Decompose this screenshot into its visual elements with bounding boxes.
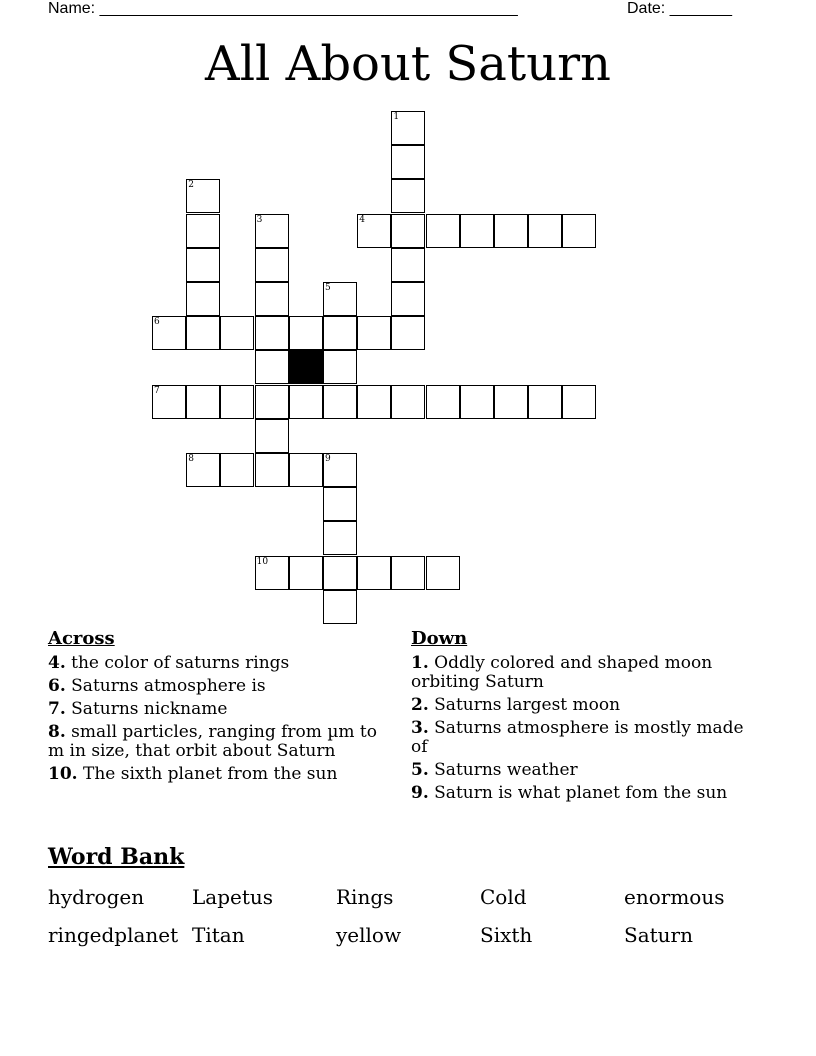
crossword-cell[interactable]: [255, 419, 289, 453]
down-clue: [411, 761, 761, 780]
crossword-cell[interactable]: [152, 385, 186, 419]
crossword-cell[interactable]: [289, 385, 323, 419]
crossword-cell[interactable]: [323, 282, 357, 316]
clue-text: small particles, ranging from µm to m in size, that orbit about Saturn: [48, 722, 377, 761]
crossword-cell[interactable]: [562, 214, 596, 248]
crossword-cell[interactable]: [255, 214, 289, 248]
clue-text: Oddly colored and shaped moon orbiting Saturn: [411, 653, 713, 692]
name-field-label: Name: _______________________________________________: [48, 0, 518, 17]
word-bank-item: enormous: [624, 885, 725, 909]
across-clue: [48, 654, 378, 673]
crossword-cell[interactable]: [255, 248, 289, 282]
crossword-cell[interactable]: [289, 453, 323, 487]
crossword-cell[interactable]: [426, 556, 460, 590]
clue-number: 4.: [48, 653, 66, 673]
word-bank-item: Titan: [192, 923, 245, 947]
crossword-cell[interactable]: [289, 556, 323, 590]
word-bank-item: yellow: [336, 923, 402, 947]
crossword-cell[interactable]: [391, 111, 425, 145]
clue-number: 10.: [48, 764, 78, 784]
clue-number: 8.: [48, 722, 66, 742]
clue-text: Saturns weather: [434, 760, 578, 780]
crossword-cell[interactable]: [220, 385, 254, 419]
crossword-cell[interactable]: [186, 385, 220, 419]
clue-text: Saturns atmosphere is: [71, 676, 266, 696]
crossword-cell[interactable]: [186, 453, 220, 487]
word-bank-item: Lapetus: [192, 885, 274, 909]
cell-number: 10: [256, 556, 269, 567]
clue-number: 2.: [411, 695, 429, 715]
cell-number: 9: [325, 454, 331, 464]
clue-text: Saturn is what planet fom the sun: [434, 783, 728, 803]
crossword-cell[interactable]: [562, 385, 596, 419]
crossword-cell[interactable]: [323, 350, 357, 384]
word-bank-item: ringedplanet: [48, 923, 179, 947]
crossword-cell[interactable]: [255, 316, 289, 350]
crossword-cell[interactable]: [391, 248, 425, 282]
crossword-cell[interactable]: [357, 316, 391, 350]
across-clues: [48, 628, 378, 788]
clue-number: 6.: [48, 676, 66, 696]
crossword-cell[interactable]: [323, 316, 357, 350]
crossword-cell[interactable]: [357, 556, 391, 590]
crossword-block: [289, 350, 323, 384]
cell-number: 6: [154, 317, 160, 328]
cell-number: 3: [256, 214, 263, 225]
clue-text: Saturns largest moon: [434, 695, 621, 715]
crossword-cell[interactable]: [255, 453, 289, 487]
across-clue: [48, 765, 378, 784]
crossword-cell[interactable]: [323, 521, 357, 555]
crossword-cell[interactable]: [255, 556, 289, 590]
crossword-cell[interactable]: [255, 350, 289, 384]
crossword-cell[interactable]: [391, 214, 425, 248]
crossword-cell[interactable]: [391, 556, 425, 590]
clue-text: Saturns atmosphere is mostly made of: [411, 718, 744, 757]
crossword-cell[interactable]: [152, 316, 186, 350]
crossword-cell[interactable]: [357, 214, 391, 248]
crossword-cell[interactable]: [323, 385, 357, 419]
cell-number: 1: [393, 112, 400, 122]
clue-number: 9.: [411, 783, 429, 803]
word-bank-item: Sixth: [480, 923, 533, 947]
crossword-cell[interactable]: [186, 248, 220, 282]
word-bank: [48, 843, 768, 949]
crossword-cell[interactable]: [323, 487, 357, 521]
across-clue: [48, 677, 378, 696]
crossword-cell[interactable]: [186, 179, 220, 213]
crossword-cell[interactable]: [494, 214, 528, 248]
crossword-cell[interactable]: [186, 316, 220, 350]
clue-number: 1.: [411, 653, 429, 673]
crossword-cell[interactable]: [186, 214, 220, 248]
page-title: All About Saturn: [205, 36, 611, 92]
across-heading: Across: [48, 628, 115, 649]
crossword-cell[interactable]: [323, 453, 357, 487]
crossword-cell[interactable]: [391, 385, 425, 419]
cell-number: 5: [325, 283, 331, 293]
down-clue: [411, 654, 761, 692]
across-clue: [48, 723, 378, 761]
word-bank-heading: Word Bank: [48, 844, 185, 870]
crossword-cell[interactable]: [460, 214, 494, 248]
down-heading: Down: [411, 628, 468, 649]
across-clue: [48, 700, 378, 719]
crossword-cell[interactable]: [220, 316, 254, 350]
down-clue: [411, 696, 761, 715]
down-clues: [411, 628, 761, 807]
word-bank-item: Saturn: [624, 923, 693, 947]
word-bank-item: Rings: [336, 885, 394, 909]
crossword-cell[interactable]: [528, 385, 562, 419]
clue-number: 7.: [48, 699, 66, 719]
cell-number: 7: [154, 385, 160, 396]
crossword-cell[interactable]: [391, 282, 425, 316]
word-bank-item: Cold: [480, 885, 527, 909]
crossword-cell[interactable]: [220, 453, 254, 487]
clue-text: The sixth planet from the sun: [82, 764, 338, 784]
clue-number: 5.: [411, 760, 429, 780]
date-field-label: Date: _______: [627, 0, 732, 17]
word-bank-item: hydrogen: [48, 885, 145, 909]
crossword-cell[interactable]: [255, 282, 289, 316]
crossword-cell[interactable]: [426, 214, 460, 248]
clue-text: Saturns nickname: [71, 699, 228, 719]
cell-number: 2: [188, 180, 194, 191]
crossword-cell[interactable]: [255, 385, 289, 419]
crossword-cell[interactable]: [494, 385, 528, 419]
clue-text: the color of saturns rings: [71, 653, 290, 673]
crossword-cell[interactable]: [186, 282, 220, 316]
crossword-cell[interactable]: [323, 590, 357, 624]
crossword-cell[interactable]: [289, 316, 323, 350]
cell-number: 8: [188, 454, 194, 464]
down-clue: [411, 719, 761, 757]
crossword-cell[interactable]: [323, 556, 357, 590]
crossword-cell[interactable]: [528, 214, 562, 248]
crossword-cell[interactable]: [426, 385, 460, 419]
crossword-cell[interactable]: [391, 179, 425, 213]
crossword-cell[interactable]: [460, 385, 494, 419]
down-clue: [411, 784, 761, 803]
clue-number: 3.: [411, 718, 429, 738]
crossword-cell[interactable]: [391, 316, 425, 350]
cell-number: 4: [359, 214, 365, 225]
crossword-cell[interactable]: [391, 145, 425, 179]
crossword-cell[interactable]: [357, 385, 391, 419]
